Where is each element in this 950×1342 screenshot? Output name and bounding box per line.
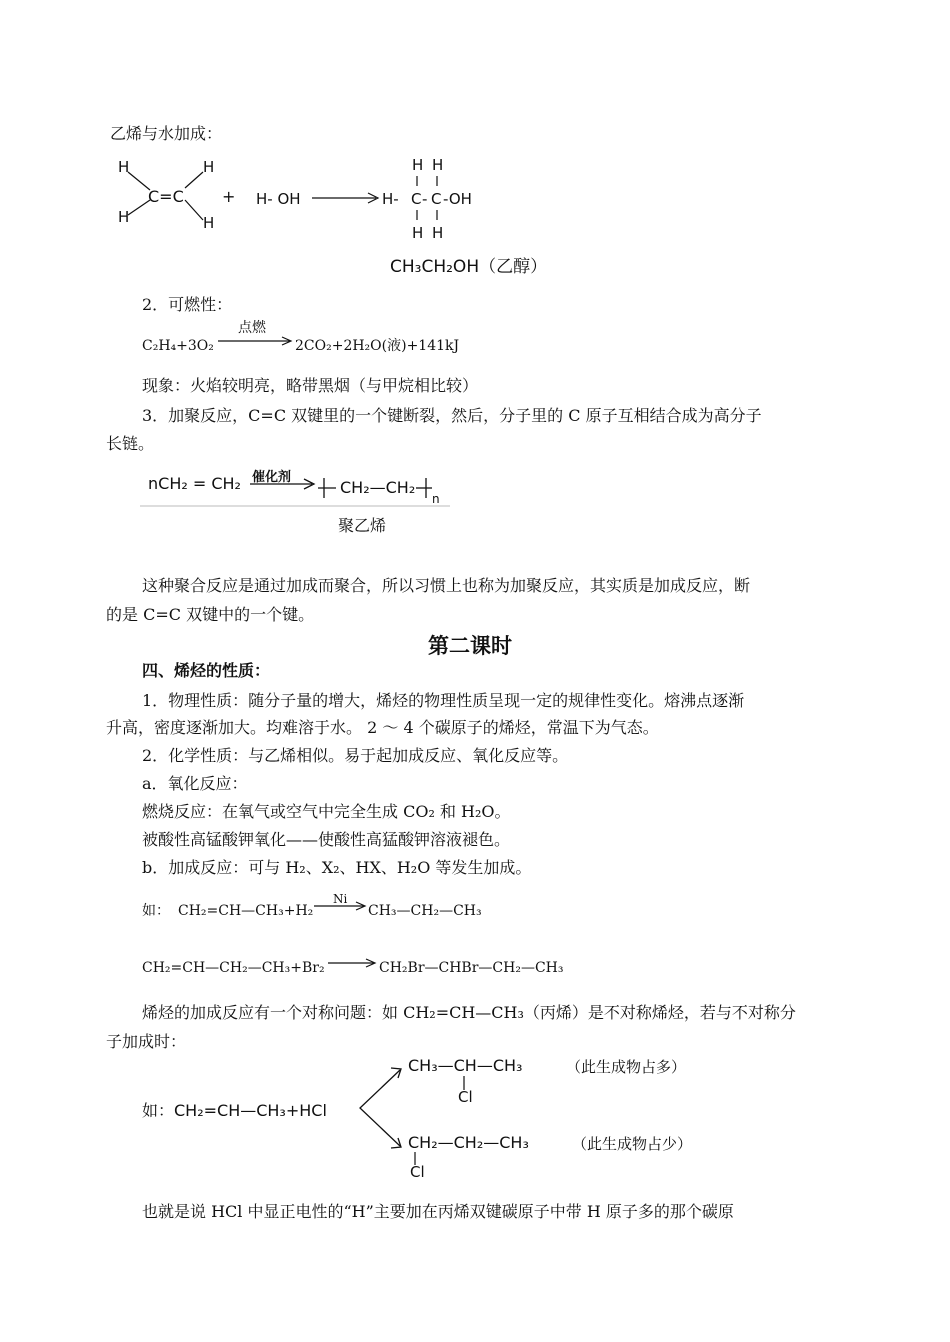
eq6-product1: CH₃—CH—CH₃ [408, 1056, 523, 1075]
eq5-products: CH₂Br—CHBr—CH₂—CH₃ [379, 960, 564, 976]
carbon-1: C [411, 190, 422, 208]
eq4-reactants: CH₂=CH—CH₃+H₂ [178, 903, 314, 919]
atom-h: H [203, 158, 215, 176]
product-left: H- [382, 190, 399, 208]
eq2-products: 2CO₂+2H₂O(液)+141kJ [295, 338, 460, 354]
phys-line1: 1．物理性质：随分子量的增大，烯烃的物理性质呈现一定的规律性变化。熔沸点逐渐 [142, 691, 745, 710]
oxidation-label: a．氧化反应： [142, 774, 248, 793]
symmetry-line1: 烯烃的加成反应有一个对称问题：如 CH₂=CH—CH₃（丙烯）是不对称烯烃，若与不对称分 [142, 1003, 796, 1022]
eq6-reactant: 如：CH₂=CH—CH₃+HCl [142, 1101, 327, 1120]
para-addpoly-line1: 这种聚合反应是通过加成而聚合，所以习惯上也称为加聚反应，其实质是加成反应，断 [142, 576, 751, 595]
atom-h: H [412, 224, 424, 242]
eq2-reactants: C₂H₄+3O₂ [142, 338, 214, 354]
atom-h: H [432, 224, 444, 242]
lesson-title: 第二课时 [428, 634, 512, 658]
eq6-product2: CH₂—CH₂—CH₃ [408, 1133, 529, 1152]
eq6-product2-cl: Cl [410, 1163, 425, 1181]
bond-dash: - [422, 190, 428, 208]
ethanol-name: CH₃CH₂OH（乙醇） [390, 257, 548, 277]
kmno4-text: 被酸性高锰酸钾氧化——使酸性高猛酸钾溶液褪色。 [142, 830, 511, 849]
section3-line2: 长链。 [106, 434, 155, 453]
addition-label: b．加成反应：可与 H₂、X₂、HX、H₂O 等发生加成。 [142, 858, 532, 877]
eq6-product1-cl: Cl [458, 1088, 473, 1106]
section2-label: 2．可燃性： [142, 295, 233, 314]
atom-h: H [412, 156, 424, 174]
chem-prop: 2．化学性质：与乙烯相似。易于起加成反应、氧化反应等。 [142, 746, 569, 765]
symmetry-line2: 子加成时： [106, 1032, 187, 1051]
eq3-product: CH₂—CH₂ [340, 478, 416, 497]
eq4-products: CH₃—CH₂—CH₃ [368, 903, 482, 919]
combustion-text: 燃烧反应：在氧气或空气中完全生成 CO₂ 和 H₂O。 [142, 802, 511, 821]
eq6-note1: （此生成物占多） [566, 1058, 687, 1076]
hydroxyl: -OH [443, 190, 472, 208]
atom-h: H [203, 214, 215, 232]
c-double-c: C=C [148, 187, 184, 206]
atom-h: H [432, 156, 444, 174]
eq3-reactant: nCH₂ = CH₂ [148, 474, 241, 493]
eq5-reactants: CH₂=CH—CH₂—CH₃+Br₂ [142, 960, 325, 976]
section3-line1: 3．加聚反应，C=C 双键里的一个键断裂，然后，分子里的 C 原子互相结合成为高分子 [142, 406, 762, 425]
carbon-2: C [431, 190, 442, 208]
eq3-polymer-name: 聚乙烯 [338, 516, 387, 535]
phys-line2: 升高，密度逐渐加大。均难溶于水。 2 ～ 4 个碳原子的烯烃，常温下为气态。 [106, 718, 659, 737]
eq4-catalyst: Ni [333, 892, 348, 906]
water-formula: H- OH [256, 190, 301, 208]
heading-ethylene-water: 乙烯与水加成： [110, 124, 223, 143]
eq6-note2: （此生成物占少） [572, 1135, 693, 1153]
eq3-n: n [432, 492, 440, 506]
atom-h: H [118, 208, 130, 226]
para-addpoly-line2: 的是 C=C 双键中的一个键。 [106, 605, 315, 624]
phenomenon-text: 现象：火焰较明亮，略带黑烟（与甲烷相比较） [142, 376, 479, 395]
final-line: 也就是说 HCl 中显正电性的“H”主要加在丙烯双键碳原子中带 H 原子多的那个碳原 [142, 1202, 734, 1221]
eq4-prefix: 如： [142, 903, 170, 919]
plus-sign: + [222, 187, 236, 206]
atom-h: H [118, 158, 130, 176]
section4-title: 四、烯烃的性质： [142, 661, 271, 680]
eq3-catalyst: 催化剂 [252, 470, 292, 485]
eq2-condition: 点燃 [238, 320, 266, 336]
